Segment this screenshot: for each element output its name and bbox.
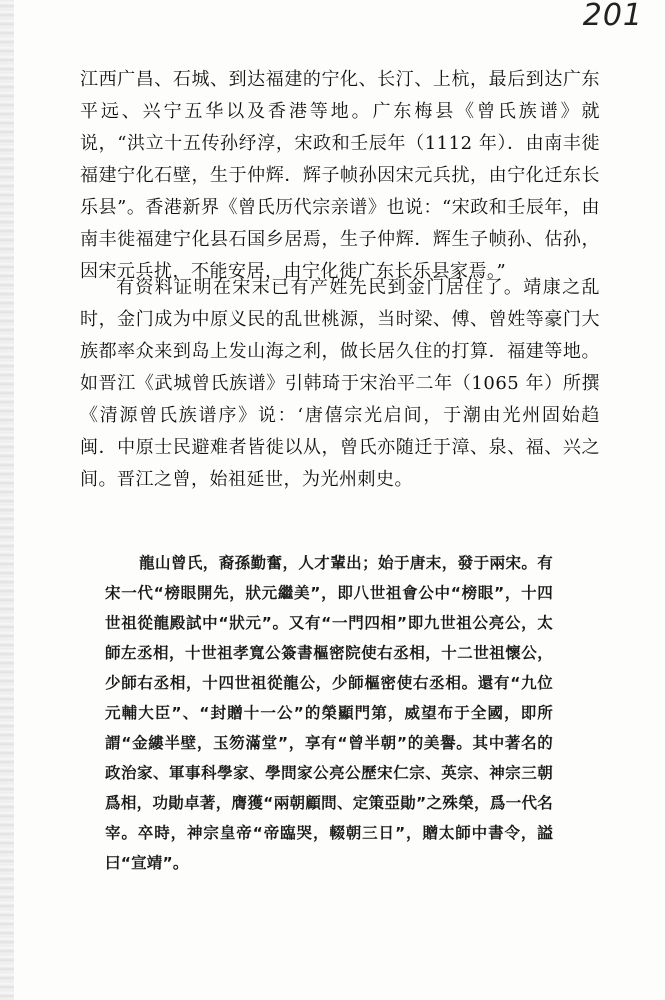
quoted-passage: 龍山曾氏，裔孫勤奮，人才輩出；始于唐末，發于兩宋。有宋一代“榜眼開先，狀元繼美”，即八世祖會公中“榜眼”，十四世祖從龍殿試中“狀元”。又有“一門四相”即九世祖公亮公，太師左丞相，十世祖孝寬公簽書樞密院使右丞相，十二世祖懷公，少師右丞相，十四世祖從龍公，少師樞密使右丞相。還有“九位元輔大臣”、“封贈十一公”的榮顯門第，威望布于全國，即所謂“金縷半壁，玉笏滿堂”，享有“曾半朝”的美譽。其中著名的政治家、軍事科學家、學問家公亮公歷宋仁宗、英宗、神宗三朝爲相，功勛卓著，膺獲“兩朝顧問、定策亞勛”之殊榮，爲一代名宰。卒時，神宗皇帝“帝臨哭，輟朝三日”，贈太師中書令，謚曰“宣靖”。 xyxy=(105,554,553,872)
body-paragraph-2: 有资料证明在宋末已有产姓先民到金门居住了。靖康之乱时，金门成为中原义民的乱世桃源，当时梁、傅、曾姓等豪门大族都率众来到岛上发山海之利，做长居久住的打算．福建等地。如晋江《武城曾氏族谱》引韩琦于宋治平二年（1065 年）所撰《清源曾氏族谱序》说：‘唐僖宗光启间，于潮由光州固始趋闽．中原士民避难者皆徙以从，曾氏亦随迁于漳、泉、福、兴之间。晋江之曾，始祖延世，为光州刺史。 xyxy=(80,277,600,490)
page-edge-shadow xyxy=(0,0,14,1000)
page-number: 201 xyxy=(582,0,643,33)
body-paragraph-1: 江西广昌、石城、到达福建的宁化、长汀、上杭，最后到达广东平远、兴宁五华以及香港等地。广东梅县《曾氏族谱》就说，“洪立十五传孙纾淳，宋政和壬辰年（1112 年）．由南丰徙福建宁化石壁，生于仲辉．辉子帧孙因宋元兵扰，由宁化迁东长乐县”。香港新界《曾氏历代宗亲谱》也说：“宋政和壬辰年，由南丰徙福建宁化县石国乡居焉，生子仲辉．辉生子帧孙、估孙，因宋元兵扰，不能安居，由宁化徙广东长乐县家焉。” xyxy=(80,69,600,282)
bleed-through-text xyxy=(20,620,90,700)
